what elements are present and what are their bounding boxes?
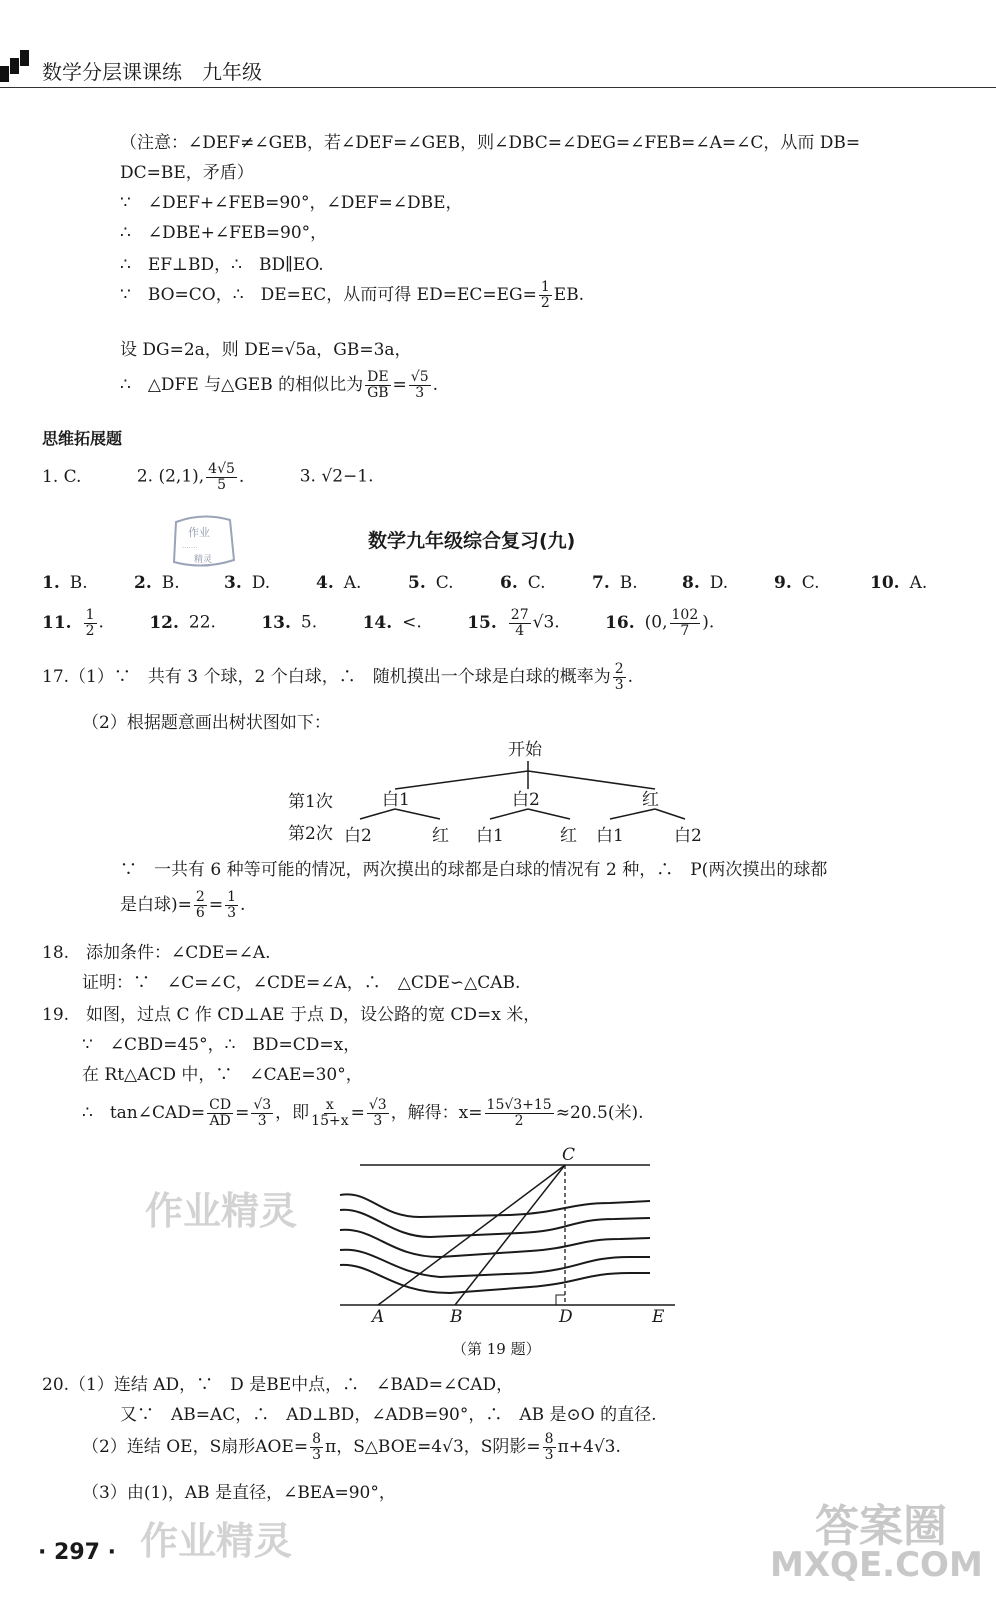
point-label: A: [372, 1307, 385, 1327]
header-title: 数学分层课课练 九年级: [42, 60, 262, 84]
q17-line: 是白球)= $\frac{2}{6}$ = $\frac{1}{3}$ .: [120, 889, 246, 921]
q19-line: 19. 如图，过点 C 作 CD⊥AE 于点 D，设公路的宽 CD=x 米，: [42, 1005, 541, 1025]
q18-line: 18. 添加条件：∠CDE=∠A.: [42, 943, 271, 963]
fraction: [409, 370, 431, 400]
denominator: 2: [540, 295, 550, 311]
text-line: 设 DG=2a，则 DE=√5a，GB=3a，: [120, 340, 412, 360]
tree-node: 白1: [596, 826, 624, 846]
tree-node: 白2: [344, 826, 372, 846]
tree-root: 开始: [508, 740, 542, 760]
fraction: $\frac{27}{4}$: [510, 607, 529, 639]
fraction: $\frac{2}{6}$: [195, 889, 205, 921]
fraction: $\frac{√3}{3}$: [368, 1097, 387, 1129]
figure-caption: （第 19 题）: [452, 1340, 541, 1358]
answer: .: [238, 466, 245, 487]
svg-text:精灵: 精灵: [194, 555, 213, 565]
q19-line: ∵ ∠CBD=45°，∴ BD=CD=x，: [82, 1035, 361, 1055]
text-line: DC=BE，矛盾）: [120, 163, 254, 183]
answer-item: 1. B.: [42, 573, 88, 593]
answer-item: 8. D.: [682, 573, 729, 593]
q17-line: ∵ 一共有 6 种等可能的情况，两次摸出的球都是白球的情况有 2 种，∴ P(两次摸出的球都: [120, 860, 828, 880]
text-line: （注意：∠DEF≠∠GEB，若∠DEF=∠GEB，则∠DBC=∠DEG=∠FEB=∠A=∠C，从而 DB=: [120, 133, 861, 153]
header-rule: [0, 87, 996, 88]
fill-answers: 11. $\frac{1}{2}$ . 12. 22. 13. 5. 14. <. 15. $\frac{27}{4}$ √3. 16. (0, $\frac{102}{7}$ ).: [42, 607, 715, 639]
text-line: ∴ EF⊥BD，∴ BD∥EO.: [120, 255, 324, 275]
point-label: D: [559, 1307, 573, 1327]
fraction: $\frac{102}{7}$: [671, 607, 699, 639]
tree-node: 红: [642, 790, 659, 810]
svg-text:·······: ·······: [182, 544, 198, 552]
numerator: 4√5: [208, 461, 235, 477]
fraction: $\frac{1}{3}$: [227, 889, 236, 921]
tree-node: 红: [560, 826, 577, 846]
answer: 1. C.: [42, 466, 82, 487]
numerator: √5: [410, 369, 429, 386]
denominator: GB: [367, 385, 389, 401]
point-label: C: [562, 1145, 576, 1165]
fraction: $\frac{15√3+15}{2}$: [486, 1097, 552, 1129]
q20-line: 又∵ AB=AC，∴ AD⊥BD，∠ADB=90°，∴ AB 是⊙O 的直径.: [120, 1405, 657, 1425]
denominator: 3: [415, 385, 425, 401]
text-segment: ∵ BO=CO，∴ DE=EC，从而可得 ED=EC=EG=: [120, 285, 537, 305]
q19-line: 在 Rt△ACD 中，∵ ∠CAE=30°，: [82, 1065, 363, 1085]
fraction: $\frac{CD}{AD}$: [209, 1097, 232, 1129]
numerator: 1: [540, 279, 550, 296]
q18-line: 证明：∵ ∠C=∠C，∠CDE=∠A，∴ △CDE∽△CAB.: [82, 973, 521, 993]
tree-node: 白1: [476, 826, 504, 846]
q17-line: 17.（1）∵ 共有 3 个球，2 个白球，∴ 随机摸出一个球是白球的概率为 $\frac{2}{3}$ .: [42, 661, 634, 693]
answer-item: 9. C.: [774, 573, 820, 593]
fraction: $\frac{x}{15+x}$: [311, 1097, 349, 1129]
tree-row-label: 第2次: [288, 824, 333, 844]
answer: 2. (2,1),: [136, 466, 205, 487]
stamp-watermark: [168, 512, 238, 570]
tree-diagram: [280, 735, 720, 847]
fraction: [365, 370, 390, 400]
header-logo-icon: [0, 48, 30, 82]
point-label: B: [450, 1307, 463, 1327]
fraction: $\frac{8}{3}$: [544, 1431, 554, 1463]
text-line: ∵ ∠DEF+∠FEB=90°，∠DEF=∠DBE，: [120, 193, 463, 213]
choice-answers: [42, 573, 942, 593]
tree-node: 白2: [512, 790, 540, 810]
denominator: 5: [217, 476, 226, 493]
answer-item: 4. A.: [316, 573, 362, 593]
watermark-text: 作业精灵: [145, 1189, 298, 1233]
text-line: ∴ △DFE 与△GEB 的相似比为 $\frac{DE}{GB}$ = $\frac{√5}{3}$ .: [120, 369, 439, 401]
fraction: [206, 462, 237, 492]
tree-row-label: 第1次: [288, 792, 333, 812]
road-figure: [330, 1145, 690, 1330]
page-number: · 297 ·: [38, 1540, 116, 1565]
fraction: $\frac{8}{3}$: [312, 1431, 322, 1463]
answer: 3. √2−1.: [299, 466, 374, 487]
text-segment: EB.: [553, 285, 585, 305]
answer-item: 6. C.: [500, 573, 546, 593]
watermark-text: 答案圈: [815, 1501, 947, 1552]
tree-node: 红: [432, 826, 449, 846]
fraction: [539, 280, 552, 310]
text-segment: ∴ △DFE 与△GEB 的相似比为: [120, 375, 364, 395]
answer-item: 2. B.: [134, 573, 180, 593]
point-label: E: [652, 1307, 665, 1327]
fraction: $\frac{2}{3}$: [614, 661, 624, 693]
ext-answer-row: [42, 462, 373, 492]
watermark-text: 作业精灵: [140, 1519, 293, 1563]
text-line: [120, 280, 584, 311]
section-heading: 思维拓展题: [42, 429, 123, 448]
text-line: ∴ ∠DBE+∠FEB=90°，: [120, 223, 328, 243]
answer-item: 3. D.: [224, 573, 271, 593]
q20-line: （2）连结 OE，S扇形AOE= $\frac{8}{3}$ π，S△BOE=4√3，S阴影= $\frac{8}{3}$ π+4√3.: [82, 1431, 621, 1463]
tree-node: 白2: [674, 826, 702, 846]
q20-line: 20.（1）连结 AD，∵ D 是BE中点，∴ ∠BAD=∠CAD，: [42, 1375, 514, 1395]
fraction: $\frac{√3}{3}$: [253, 1097, 272, 1129]
q20-line: （3）由(1)，AB 是直径，∠BEA=90°，: [82, 1483, 396, 1503]
answer-item: 10. A.: [870, 573, 928, 593]
answer-item: 7. B.: [592, 573, 638, 593]
tree-node: 白1: [382, 790, 410, 810]
review-title: 数学九年级综合复习(九): [368, 530, 576, 552]
fraction: $\frac{1}{2}$: [85, 607, 95, 639]
q19-line: ∴ tan∠CAD= $\frac{CD}{AD}$ = $\frac{√3}{3}$ ，即 $\frac{x}{15+x}$ = $\frac{√3}{3}$ ，解得：x= $\frac{15√3+15}{2}$ ≈20.5(米).: [82, 1097, 644, 1129]
answer-item: 5. C.: [408, 573, 454, 593]
numerator: DE: [367, 369, 389, 386]
svg-text:作业: 作业: [188, 526, 210, 539]
q17-line: （2）根据题意画出树状图如下：: [82, 713, 331, 733]
watermark-text: MXQE.COM: [770, 1545, 983, 1585]
